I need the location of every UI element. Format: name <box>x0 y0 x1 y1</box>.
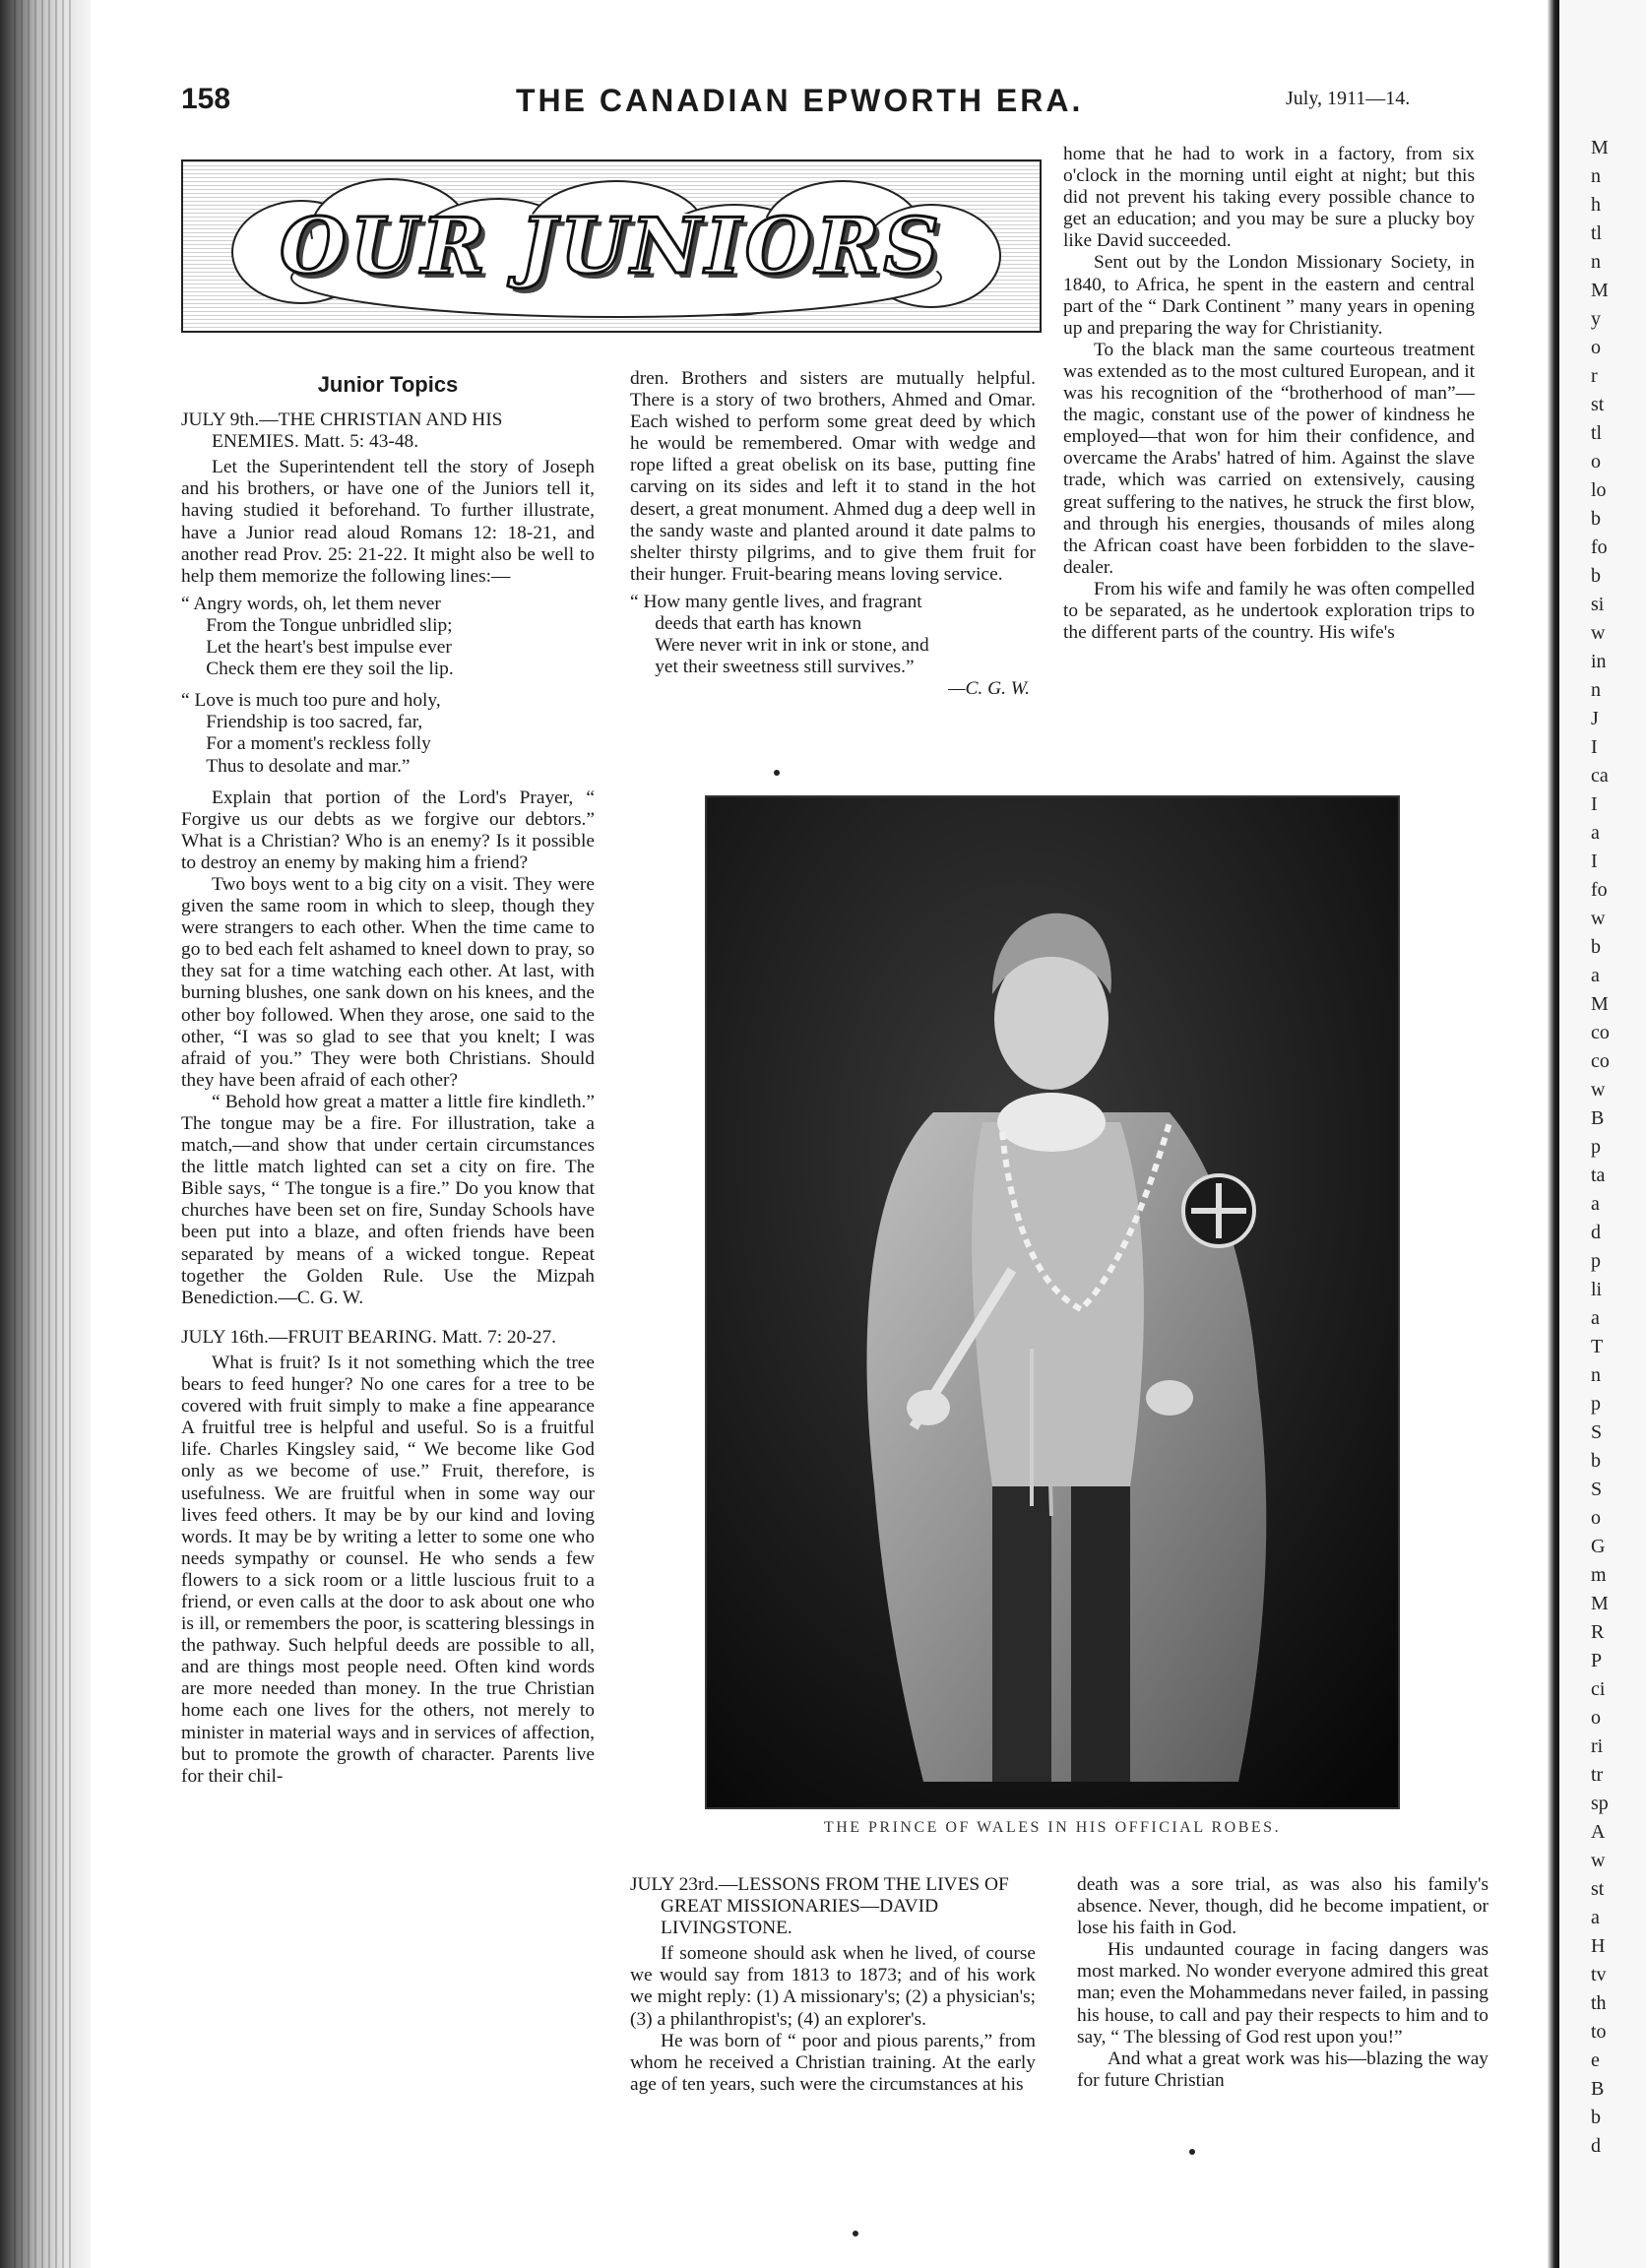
adjacent-page-fragment: ca <box>1591 765 1609 787</box>
paragraph: death was a sore trial, as was also his family's absence. Never, though, did he become impatient, or lose his faith in God. <box>1077 1874 1488 1939</box>
paragraph: From his wife and family he was often compelled to be separated, as he undertook exploration trips to the different parts of the country. His wife's <box>1063 578 1475 644</box>
adjacent-page-fragment: S <box>1591 1421 1603 1443</box>
adjacent-page-fragment: st <box>1591 1878 1605 1900</box>
paragraph: home that he had to work in a factory, from six o'clock in the morning until eight at night; but this did not prevent his taking every possible chance to get an education; and you may be sure a plucky boy like David succeeded. <box>1063 144 1475 252</box>
adjacent-page-fragment: y <box>1591 308 1601 330</box>
adjacent-page-fragment: S <box>1591 1479 1603 1500</box>
paragraph: He was born of “ poor and pious parents,” from whom he received a Christian training. At the early age of ten years, such were the circumstances at his <box>630 2030 1036 2095</box>
print-speck <box>774 770 780 776</box>
page-number: 158 <box>181 83 231 115</box>
adjacent-page-fragment: li <box>1591 1279 1603 1300</box>
lesson-heading-july-9: JULY 9th.—THE CHRISTIAN AND HIS ENEMIES. Matt. 5: 43-48. <box>181 410 503 453</box>
adjacent-page-fragment: ta <box>1591 1165 1606 1186</box>
column-4 <box>630 1874 1036 2096</box>
adjacent-page-fragment: p <box>1591 1250 1601 1272</box>
issue-date: July, 1911—14. <box>1286 88 1411 109</box>
adjacent-page-fragment: st <box>1591 394 1605 415</box>
adjacent-page-fragment: o <box>1591 1507 1601 1529</box>
adjacent-page-fragment: b <box>1591 2107 1601 2128</box>
paragraph: If someone should ask when he lived, of course we would say from 1813 to 1873; and of his work we might reply: (1) A missionary's; (2) a physician's; (3) a philanthropist's; (4) an explorer's. <box>630 1943 1036 2030</box>
adjacent-page-fragment: a <box>1591 1907 1600 1928</box>
column-3 <box>1063 144 1475 644</box>
adjacent-page-fragment: d <box>1591 2135 1601 2157</box>
paragraph: Two boys went to a big city on a visit. They were given the same room in which to sleep, though they were strangers to each other. When the time came to go to bed each felt ashamed to kneel down to pray, so they sat for a time watching each other. At last, with burning blushes, one sank down on his knees, and the other boy followed. When they arose, one said to the other, “I was so glad to see that you knelt; I was afraid of you.” They were both Christians. Should they have been afraid of each other? <box>181 873 595 1091</box>
lesson-heading-july-16: JULY 16th.—FRUIT BEARING. Matt. 7: 20-27. <box>181 1326 557 1348</box>
adjacent-page-fragment: fo <box>1591 879 1608 901</box>
magazine-title: THE CANADIAN EPWORTH ERA. <box>516 83 1084 118</box>
adjacent-page-fragment: co <box>1591 1022 1610 1043</box>
poem-line: “ Angry words, oh, let them never <box>181 593 441 614</box>
adjacent-page-fragment: A <box>1591 1821 1606 1843</box>
adjacent-page-fragment: I <box>1591 793 1598 815</box>
page-gutter <box>1548 0 1559 2268</box>
adjacent-page-fragment: b <box>1591 508 1601 530</box>
adjacent-page-fragment: n <box>1591 1364 1601 1386</box>
paragraph: Let the Superintendent tell the story of Joseph and his brothers, or have one of the Juniors tell it, having studied it beforehand. To further illustrate, have a Junior read aloud Romans 12: 18-21, and another read Prov. 25: 21-22. It might also be well to help them memorize the following lines:— <box>181 457 595 587</box>
lesson-heading-july-23: JULY 23rd.—LESSONS FROM THE LIVES OF GREAT MISSIONARIES—DAVID LIVINGSTONE. <box>630 1874 1009 1939</box>
adjacent-page-fragment: o <box>1591 337 1601 358</box>
section-title: Junior Topics <box>317 372 459 397</box>
column-1 <box>181 368 595 1788</box>
adjacent-page-fragment: tl <box>1591 422 1603 444</box>
adjacent-page-fragment: lo <box>1591 479 1607 501</box>
adjacent-page-fragment: a <box>1591 822 1600 844</box>
adjacent-page-fragment: w <box>1591 908 1606 929</box>
adjacent-page-fragment: p <box>1591 1136 1601 1158</box>
adjacent-page-fragment: H <box>1591 1935 1606 1957</box>
print-speck <box>1189 2149 1195 2155</box>
adjacent-page-fragment: J <box>1591 708 1599 729</box>
adjacent-page-fragment: sp <box>1591 1793 1609 1814</box>
paragraph: His undaunted courage in facing dangers was most marked. No wonder everyone admired this great man; even the Mohammedans never failed, in passing his house, to call and pay their respects to him and to say, “ The blessing of God rest upon you!” <box>1077 1939 1488 2048</box>
paragraph: To the black man the same courteous treatment was extended as to the most cultured European, and it was his recognition of the “brotherhood of man”—the magic, constant use of the power of kindness he employed—that won for him their confidence, and overcame the Arabs' hatred of him. Against the slave trade, which was carried on extensively, causing great suffering to the natives, he struck the first blow, and through his energies, thousands of miles along the African coast have been forbidden to the slave-dealer. <box>1063 339 1475 578</box>
print-speck <box>853 2231 858 2236</box>
paragraph: dren. Brothers and sisters are mutually helpful. There is a story of two brothers, Ahmed and Omar. Each wished to perform some great deed by which he would be remembered. Omar with wedge and rope lifted a great obelisk on its base, putting fine carving on its sides and left it to stand in the hot desert, a great monument. Ahmed dug a deep well in the sandy waste and planted around it date palms to shelter thirsty pilgrims, and to give them fruit for their hunger. Fruit-bearing means loving service. <box>630 368 1036 585</box>
adjacent-page-fragment: w <box>1591 622 1606 644</box>
adjacent-page-fragment: P <box>1591 1650 1603 1671</box>
adjacent-page-edge <box>1559 0 1646 2268</box>
column-5 <box>1077 1874 1488 2092</box>
adjacent-page-fragment: in <box>1591 651 1607 672</box>
adjacent-page-fragment: M <box>1591 137 1609 158</box>
adjacent-page-fragment: R <box>1591 1621 1605 1643</box>
adjacent-page-fragment: T <box>1591 1336 1604 1357</box>
adjacent-page-fragment: p <box>1591 1393 1601 1415</box>
poem-line: “ Love is much too pure and holy, <box>181 690 441 712</box>
poem-line: “ How many gentle lives, and fragrant <box>630 591 922 612</box>
adjacent-page-fragment: a <box>1591 965 1600 986</box>
adjacent-page-fragment: B <box>1591 2078 1605 2100</box>
adjacent-page-fragment: a <box>1591 1193 1600 1215</box>
adjacent-page-fragment: b <box>1591 565 1601 587</box>
banner-title: OUR JUNIORS <box>280 201 943 291</box>
poem-line: Friendship is too sacred, far, <box>206 712 423 733</box>
prince-of-wales-photo <box>705 795 1400 1809</box>
poem-signature: —C. G. W. <box>948 678 1030 700</box>
adjacent-page-fragment: h <box>1591 194 1601 216</box>
poem-line: yet their sweetness still survives.” <box>655 657 915 678</box>
portrait-figure <box>707 797 1400 1809</box>
paragraph: And what a great work was his—blazing the way for future Christian <box>1077 2048 1488 2091</box>
adjacent-page-fragment: n <box>1591 165 1601 187</box>
poem-love <box>181 690 595 777</box>
book-spine <box>0 0 91 2268</box>
adjacent-page-fragment: d <box>1591 1222 1601 1243</box>
adjacent-page-fragment: I <box>1591 736 1598 758</box>
adjacent-page-fragment: tr <box>1591 1764 1604 1786</box>
adjacent-page-fragment: b <box>1591 1450 1601 1472</box>
adjacent-page-fragment: M <box>1591 1593 1609 1614</box>
adjacent-page-fragment: r <box>1591 365 1598 387</box>
poem-line: Were never writ in ink or stone, and <box>655 635 929 657</box>
adjacent-page-fragment: w <box>1591 1850 1606 1871</box>
adjacent-page-fragment: ci <box>1591 1678 1606 1700</box>
paragraph: “ Behold how great a matter a little fire kindleth.” The tongue may be a fire. For illustration, take a match,—and show that under certain circumstances the little match lighted can set a city on fire. The Bible says, “ The tongue is a fire.” Do you know that churches have been set on fire, Sunday Schools have been put into a blaze, and often friends have been separated by means of a wicked tongue. Repeat together the Golden Rule. Use the Mizpah Benediction.—C. G. W. <box>181 1091 595 1308</box>
adjacent-page-fragment: tv <box>1591 1964 1607 1985</box>
adjacent-page-fragment: m <box>1591 1564 1607 1586</box>
adjacent-page-fragment: b <box>1591 936 1601 958</box>
poem-gentle-lives <box>630 592 1036 700</box>
adjacent-page-fragment: th <box>1591 1992 1607 2014</box>
adjacent-page-fragment: fo <box>1591 536 1608 558</box>
adjacent-page-fragment: M <box>1591 280 1609 301</box>
adjacent-page-fragment: G <box>1591 1536 1606 1557</box>
poem-line: For a moment's reckless folly <box>206 733 431 755</box>
poem-line: deeds that earth has known <box>655 613 862 635</box>
adjacent-page-fragment: tl <box>1591 222 1603 244</box>
photo-caption: THE PRINCE OF WALES IN HIS OFFICIAL ROBES. <box>823 1819 1282 1836</box>
poem-angry-words <box>181 594 595 680</box>
adjacent-page-fragment: M <box>1591 993 1609 1015</box>
adjacent-page-fragment: n <box>1591 679 1601 701</box>
adjacent-page-fragment: ri <box>1591 1735 1604 1757</box>
section-banner <box>181 159 1042 333</box>
adjacent-page-fragment: I <box>1591 850 1598 872</box>
paragraph: What is fruit? Is it not something which the tree bears to feed hunger? No one cares for a tree to be covered with fruit simply to make a fine appearance A fruitful tree is helpful and useful. So is a fruitful life. Charles Kingsley said, “ We become like God only as we become of use.” Fruit, therefore, is usefulness. We are fruitful when in some way our lives feed others. It may be by our kind and loving words. It may be by writing a letter to some one who needs sympathy or counsel. He who sends a few flowers to a sick room or a little luscious fruit to a friend, or even calls at the door to ask about one who is ill, or remembers the poor, is scattering blessings in the pathway. Such helpful deeds are possible to all, and are things most people need. Often kind words are more needed than money. In the true Christian home each one lives for the others, not merely to minister in material ways and in services of affection, but to promote the growth of character. Parents live for their chil- <box>181 1352 595 1787</box>
adjacent-page-fragment: a <box>1591 1307 1600 1329</box>
adjacent-page-fragment: w <box>1591 1079 1606 1101</box>
poem-line: Let the heart's best impulse ever <box>206 637 452 659</box>
paragraph: Sent out by the London Missionary Society, in 1840, to Africa, he spent in the eastern and central part of the “ Dark Continent ” many years in opening up and preparing the way for Christianity. <box>1063 252 1475 339</box>
adjacent-page-fragment: B <box>1591 1107 1605 1129</box>
poem-line: From the Tongue unbridled slip; <box>206 614 453 636</box>
adjacent-page-fragment: o <box>1591 1707 1601 1729</box>
adjacent-page-fragment: to <box>1591 2021 1607 2043</box>
paragraph: Explain that portion of the Lord's Prayer, “ Forgive us our debts as we forgive our debtors.” What is a Christian? Who is an enemy? Is it possible to destroy an enemy by making him a friend? <box>181 787 595 873</box>
adjacent-page-fragment: si <box>1591 594 1605 615</box>
column-2 <box>630 368 1036 710</box>
adjacent-page-fragment: o <box>1591 451 1601 472</box>
adjacent-page-fragment: co <box>1591 1050 1610 1072</box>
adjacent-page-fragment: n <box>1591 251 1601 273</box>
poem-line: Check them ere they soil the lip. <box>206 659 454 680</box>
adjacent-page-fragment: e <box>1591 2049 1600 2071</box>
poem-line: Thus to desolate and mar.” <box>206 755 411 777</box>
